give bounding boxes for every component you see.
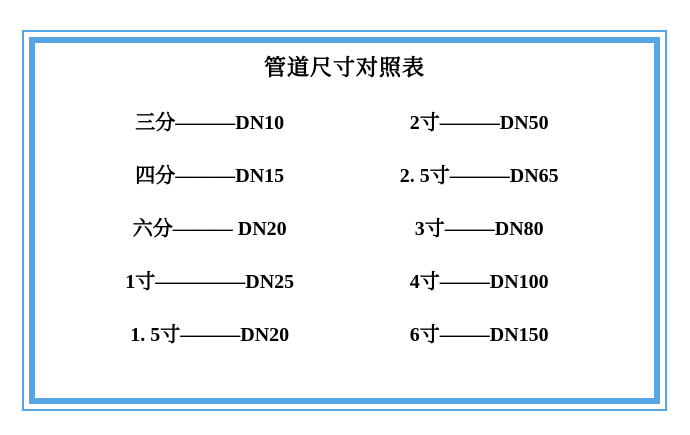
pipe-size-label: 四分 — [135, 165, 176, 187]
dn-value: DN20 — [240, 324, 290, 346]
table-row — [345, 150, 615, 203]
dn-value: DN65 — [509, 165, 559, 187]
pipe-size-label: 2寸 — [409, 112, 440, 134]
pipe-size-table — [35, 97, 654, 362]
pipe-size-label: 6寸 — [409, 324, 440, 346]
dash-connector: ––––– — [444, 218, 495, 240]
pipe-size-label: 1. 5寸 — [130, 324, 181, 346]
pipe-size-label: 六分 — [132, 218, 173, 240]
document-border-inner — [29, 37, 660, 404]
dn-value: DN80 — [494, 218, 544, 240]
dash-connector: ——— — [175, 112, 236, 134]
dn-value: DN25 — [245, 271, 295, 293]
pipe-size-label: 3寸 — [414, 218, 445, 240]
table-right-column — [345, 97, 615, 362]
dash-connector: ––––– — [439, 324, 490, 346]
pipe-size-label: 三分 — [135, 112, 176, 134]
document-border-outer — [22, 30, 667, 411]
dn-value: DN20 — [237, 218, 287, 240]
table-row — [75, 203, 345, 256]
dn-value: DN150 — [489, 324, 549, 346]
table-row — [345, 97, 615, 150]
table-row — [75, 150, 345, 203]
dash-connector: –––––– — [439, 112, 500, 134]
page-title: 管道尺寸对照表 — [263, 55, 425, 80]
dash-connector: –––––– — [180, 324, 241, 346]
table-row — [75, 97, 345, 150]
pipe-size-label: 2. 5寸 — [399, 165, 450, 187]
dash-connector: ––––– — [439, 271, 490, 293]
table-row — [345, 203, 615, 256]
dash-connector: ——— — [175, 165, 236, 187]
table-row — [75, 309, 345, 362]
dash-connector: ––––––––– — [155, 271, 246, 293]
dash-connector: ——— — [172, 218, 238, 240]
table-row — [75, 256, 345, 309]
dn-value: DN50 — [499, 112, 549, 134]
pipe-size-label: 4寸 — [409, 271, 440, 293]
dn-value: DN100 — [489, 271, 549, 293]
table-row — [345, 309, 615, 362]
table-row — [345, 256, 615, 309]
dn-value: DN10 — [235, 112, 285, 134]
pipe-size-label: 1寸 — [125, 271, 156, 293]
dn-value: DN15 — [235, 165, 285, 187]
dash-connector: –––––– — [449, 165, 510, 187]
table-left-column — [75, 97, 345, 362]
